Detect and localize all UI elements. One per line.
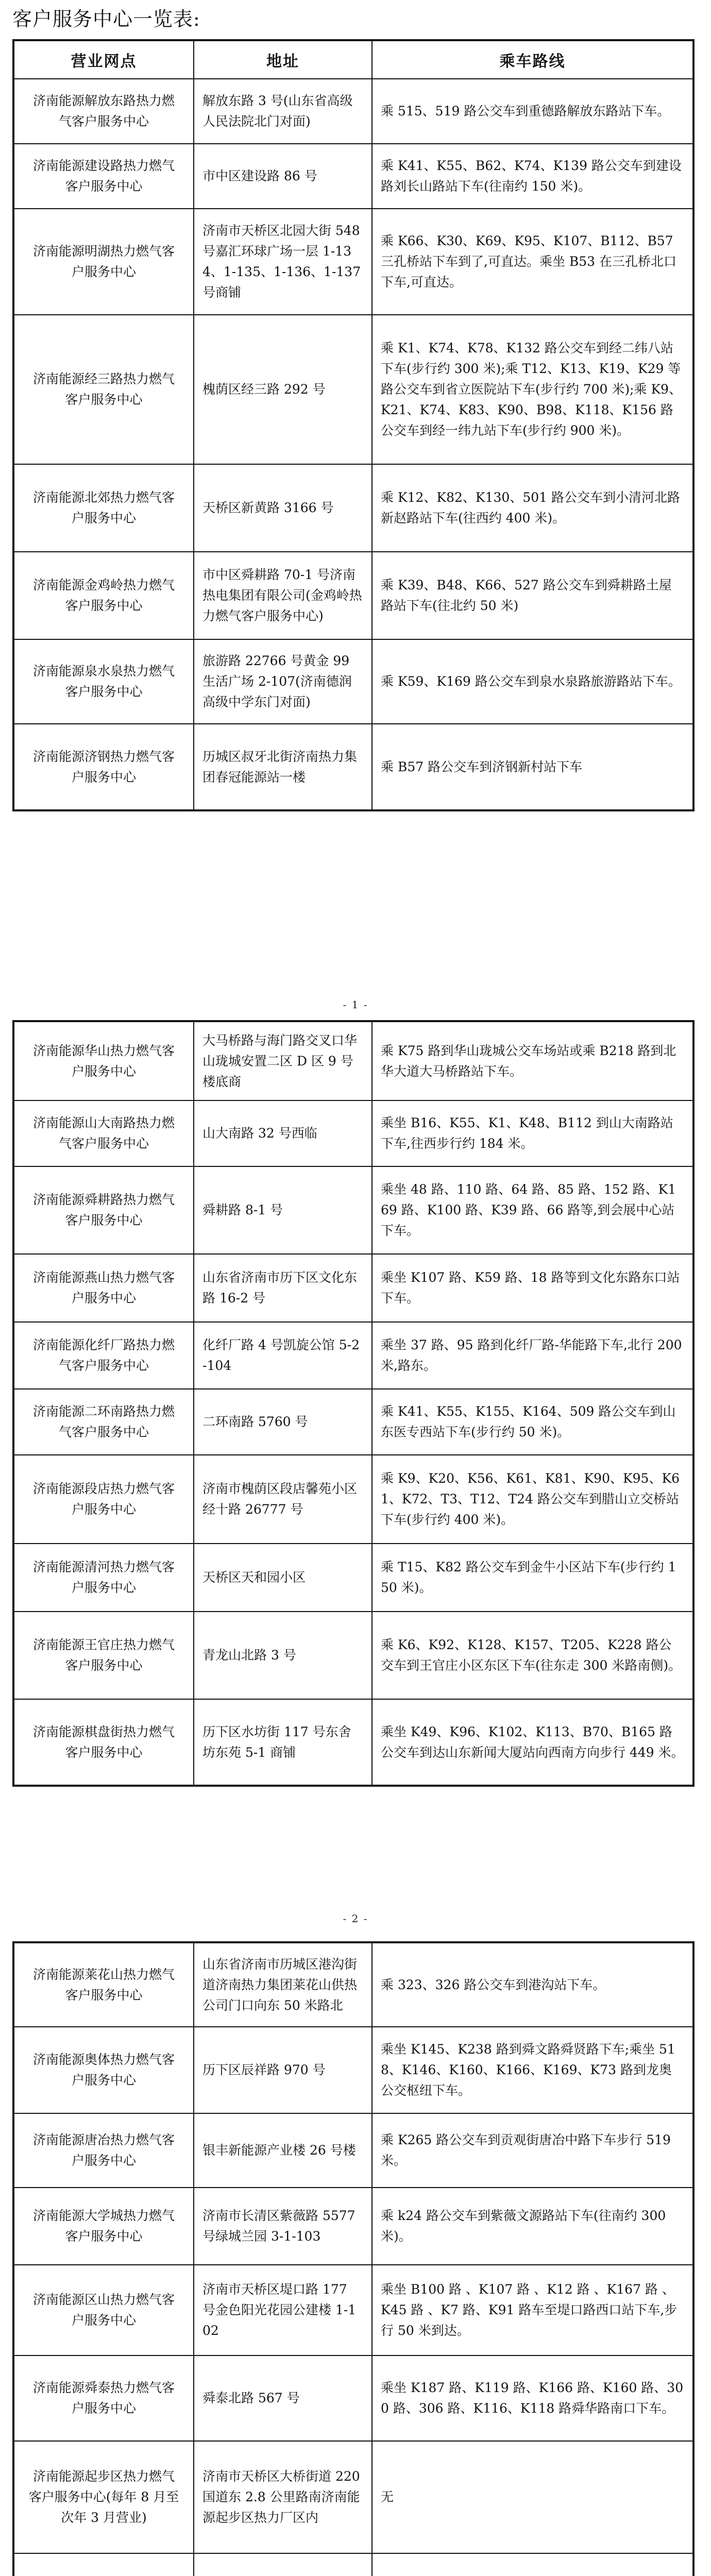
outlet-name-cell (13, 2553, 194, 2576)
table-row (13, 209, 693, 315)
outlet-name-cell: 济南能源唐冶热力燃气客户服务中心 (13, 2113, 194, 2188)
route-cell: 乘 K66、K30、K69、K95、K107、B112、B57 三孔桥站下车到了,可直达。乘坐 B53 在三孔桥北口下车,可直达。 (372, 209, 693, 315)
route-cell: 乘 K41、K55、B62、K74、K139 路公交车到建设路刘长山路站下车(往南约 150 米)。 (372, 144, 693, 209)
route-cell: 乘 B57 路公交车到济钢新村站下车 (372, 724, 693, 810)
outlet-name-cell: 济南能源燕山热力燃气客户服务中心 (13, 1254, 194, 1322)
table-row (13, 1544, 693, 1612)
outlet-name-cell: 济南能源舜耕路热力燃气客户服务中心 (13, 1166, 194, 1254)
route-cell: 乘 K1、K74、K78、K132 路公交车到经二纬八站下车(步行约 300 米);乘 T12、K13、K19、K29 等路公交车到省立医院站下车(步行约 700 米);乘 K9、K21、K74、K83、K90、B98、K118、K156 路公交车到经一纬九站下车(步行约 900 米)。 (372, 315, 693, 464)
table-row (13, 1166, 693, 1254)
table-page-2 (12, 1020, 692, 1787)
table-row (13, 2355, 693, 2441)
outlet-name-cell: 济南能源莱花山热力燃气客户服务中心 (13, 1942, 194, 2027)
route-cell: 乘坐 B100 路 、K107 路 、K12 路 、K167 路 、K45 路 、K7 路、K91 路车至堤口路西口站下车,步行 50 米到达。 (372, 2265, 693, 2355)
table-row (13, 2441, 693, 2553)
address-cell: 市中区建设路 86 号 (194, 144, 372, 209)
table-row (13, 1254, 693, 1322)
table-row (13, 1455, 693, 1544)
table-row (13, 1699, 693, 1786)
table-row (13, 315, 693, 464)
address-cell: 历下区辰祥路 970 号 (194, 2027, 372, 2113)
table-row (13, 1942, 693, 2027)
route-cell: 乘 k24 路公交车到紫薇文源路站下车(往南约 300 米)。 (372, 2188, 693, 2265)
route-cell: 乘 323、326 路公交车到港沟站下车。 (372, 1942, 693, 2027)
service-center-table (12, 1941, 695, 2576)
table-header-row (13, 40, 693, 79)
address-cell: 大马桥路与海门路交叉口华山珑城安置二区 D 区 9 号楼底商 (194, 1021, 372, 1100)
address-cell: 山东省济南市历下区文化东路 16-2 号 (194, 1254, 372, 1322)
header-route: 乘车路线 (372, 40, 693, 79)
route-cell: 乘 K6、K92、K128、K157、T205、K228 路公交车到王官庄小区东区下车(往东走 300 米路南侧)。 (372, 1612, 693, 1699)
outlet-name-cell: 济南能源明湖热力燃气客户服务中心 (13, 209, 194, 315)
address-cell: 银丰新能源产业楼 26 号楼 (194, 2113, 372, 2188)
address-cell: 济南市天桥区大桥街道 220 国道东 2.8 公里路南济南能源起步区热力厂区内 (194, 2441, 372, 2553)
outlet-name-cell: 济南能源北郊热力燃气客户服务中心 (13, 464, 194, 552)
outlet-name-cell: 济南能源华山热力燃气客户服务中心 (13, 1021, 194, 1100)
outlet-name-cell: 济南能源经三路热力燃气客户服务中心 (13, 315, 194, 464)
outlet-name-cell: 济南能源解放东路热力燃气客户服务中心 (13, 79, 194, 144)
document-title: 客户服务中心一览表: (12, 8, 200, 30)
table-row (13, 144, 693, 209)
route-cell: 乘坐 37 路、95 路到化纤厂路-华能路下车,北行 200 米,路东。 (372, 1322, 693, 1389)
outlet-name-cell: 济南能源段店热力燃气客户服务中心 (13, 1455, 194, 1544)
address-cell: 天桥区新黄路 3166 号 (194, 464, 372, 552)
outlet-name-cell: 济南能源山大南路热力燃气客户服务中心 (13, 1100, 194, 1166)
address-cell: 历下区水坊街 117 号东舍坊东苑 5-1 商铺 (194, 1699, 372, 1786)
table-page-3 (12, 1941, 692, 2576)
table-row (13, 2113, 693, 2188)
address-cell: 化纤厂路 4 号凯旋公馆 5-2-104 (194, 1322, 372, 1389)
address-cell: 青龙山北路 3 号 (194, 1612, 372, 1699)
address-cell: 济南市天桥区北园大街 548 号嘉汇环球广场一层 1-134、1-135、1-136、1-137 号商铺 (194, 209, 372, 315)
address-cell: 济南市长清区紫薇路 5577 号绿城兰园 3-1-103 (194, 2188, 372, 2265)
route-cell: 乘 K39、B48、K66、527 路公交车到舜耕路土屋路站下车(往北约 50 米) (372, 552, 693, 639)
route-cell: 乘 K59、K169 路公交车到泉水泉路旅游路站下车。 (372, 639, 693, 724)
service-center-table (12, 39, 695, 811)
address-cell: 槐荫区经三路 292 号 (194, 315, 372, 464)
address-cell: 市中区舜耕路 70-1 号济南热电集团有限公司(金鸡岭热力燃气客户服务中心) (194, 552, 372, 639)
outlet-name-cell: 济南能源化纤厂路热力燃气客户服务中心 (13, 1322, 194, 1389)
route-cell: 乘 515、519 路公交车到重德路解放东路站下车。 (372, 79, 693, 144)
address-cell: 济南市槐荫区段店馨苑小区经十路 26777 号 (194, 1455, 372, 1544)
route-cell (372, 2553, 693, 2576)
outlet-name-cell: 济南能源棋盘街热力燃气客户服务中心 (13, 1699, 194, 1786)
address-cell: 济南市天桥区堤口路 177 号金色阳光花园公建楼 1-102 (194, 2265, 372, 2355)
route-cell: 乘坐 K145、K238 路到舜文路舜贤路下车;乘坐 518、K146、K160、K166、K169、K73 路到龙奥公交枢纽下车。 (372, 2027, 693, 2113)
address-cell: 二环南路 5760 号 (194, 1389, 372, 1455)
table-row (13, 1100, 693, 1166)
outlet-name-cell: 济南能源奥体热力燃气客户服务中心 (13, 2027, 194, 2113)
address-cell: 解放东路 3 号(山东省高级人民法院北门对面) (194, 79, 372, 144)
table-row (13, 552, 693, 639)
route-cell: 乘坐 K107 路、K59 路、18 路等到文化东路东口站下车。 (372, 1254, 693, 1322)
table-row (13, 1389, 693, 1455)
outlet-name-cell: 济南能源济钢热力燃气客户服务中心 (13, 724, 194, 810)
address-cell (194, 2553, 372, 2576)
address-cell: 天桥区天和园小区 (194, 1544, 372, 1612)
route-cell: 乘 K75 路到华山珑城公交车场站或乘 B218 路到北华大道大马桥路站下车。 (372, 1021, 693, 1100)
table-row (13, 1322, 693, 1389)
outlet-name-cell: 济南能源二环南路热力燃气客户服务中心 (13, 1389, 194, 1455)
route-cell: 乘 K41、K55、K155、K164、509 路公交车到山东医专西站下车(步行约 50 米)。 (372, 1389, 693, 1455)
table-row (13, 639, 693, 724)
route-cell: 乘坐 B16、K55、K1、K48、B112 到山大南路站下车,往西步行约 184 米。 (372, 1100, 693, 1166)
table-row (13, 1021, 693, 1100)
table-row (13, 2553, 693, 2576)
route-cell: 无 (372, 2441, 693, 2553)
outlet-name-cell: 济南能源建设路热力燃气客户服务中心 (13, 144, 194, 209)
page-number: - 2 - (343, 1912, 368, 1925)
route-cell: 乘 K265 路公交车到贡观街唐冶中路下车步行 519 米。 (372, 2113, 693, 2188)
table-row (13, 2188, 693, 2265)
route-cell: 乘 T15、K82 路公交车到金牛小区站下车(步行约 150 米)。 (372, 1544, 693, 1612)
outlet-name-cell: 济南能源区山热力燃气客户服务中心 (13, 2265, 194, 2355)
outlet-name-cell: 济南能源清河热力燃气客户服务中心 (13, 1544, 194, 1612)
header-outlet: 营业网点 (13, 40, 194, 79)
outlet-name-cell: 济南能源泉水泉热力燃气客户服务中心 (13, 639, 194, 724)
address-cell: 舜泰北路 567 号 (194, 2355, 372, 2441)
header-address: 地址 (194, 40, 372, 79)
route-cell: 乘坐 K187 路、K119 路、K166 路、K160 路、300 路、306 路、K116、K118 路舜华路南口下车。 (372, 2355, 693, 2441)
service-center-table (12, 1020, 695, 1787)
table-row (13, 464, 693, 552)
table-row (13, 1612, 693, 1699)
table-row (13, 79, 693, 144)
table-row (13, 724, 693, 810)
address-cell: 历城区叔牙北街济南热力集团春冠能源站一楼 (194, 724, 372, 810)
outlet-name-cell: 济南能源金鸡岭热力燃气客户服务中心 (13, 552, 194, 639)
outlet-name-cell: 济南能源王官庄热力燃气客户服务中心 (13, 1612, 194, 1699)
route-cell: 乘坐 48 路、110 路、64 路、85 路、152 路、K169 路、K100 路、K39 路、66 路等,到会展中心站下车。 (372, 1166, 693, 1254)
table-page-1 (12, 39, 692, 811)
address-cell: 舜耕路 8-1 号 (194, 1166, 372, 1254)
address-cell: 山大南路 32 号西临 (194, 1100, 372, 1166)
table-row (13, 2265, 693, 2355)
route-cell: 乘 K12、K82、K130、501 路公交车到小清河北路新赵路站下车(往西约 400 米)。 (372, 464, 693, 552)
route-cell: 乘 K9、K20、K56、K61、K81、K90、K95、K61、K72、T3、T12、T24 路公交车到腊山立交桥站下车(步行约 400 米)。 (372, 1455, 693, 1544)
outlet-name-cell: 济南能源大学城热力燃气客户服务中心 (13, 2188, 194, 2265)
address-cell: 旅游路 22766 号黄金 99 生活广场 2-107(济南德润高级中学东门对面) (194, 639, 372, 724)
address-cell: 山东省济南市历城区港沟街道济南热力集团莱花山供热公司门口向东 50 米路北 (194, 1942, 372, 2027)
outlet-name-cell: 济南能源舜泰热力燃气客户服务中心 (13, 2355, 194, 2441)
page-number: - 1 - (343, 998, 368, 1011)
table-row (13, 2027, 693, 2113)
route-cell: 乘坐 K49、K96、K102、K113、B70、B165 路公交车到达山东新闻大厦站向西南方向步行 449 米。 (372, 1699, 693, 1786)
outlet-name-cell: 济南能源起步区热力燃气客户服务中心(每年 8 月至次年 3 月营业) (13, 2441, 194, 2553)
